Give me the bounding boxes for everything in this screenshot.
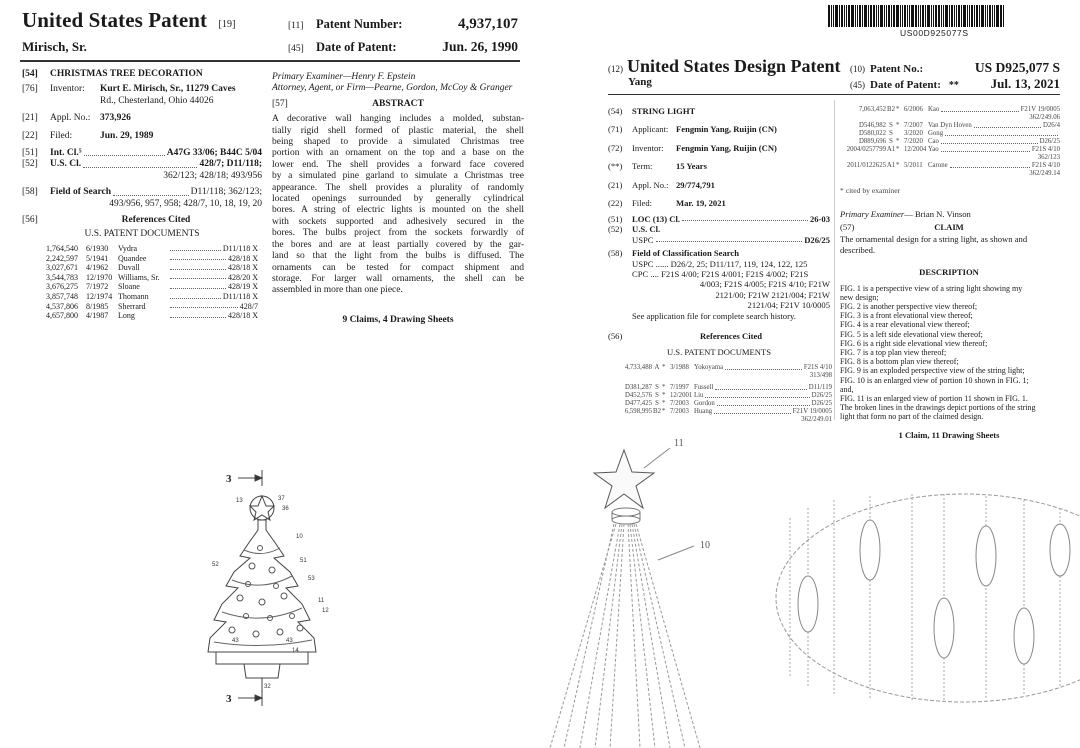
ref-label: 52 bbox=[212, 562, 219, 568]
left-number-code: [11] bbox=[288, 21, 304, 31]
right-reference-cont: 362/249.06 bbox=[1029, 114, 1060, 121]
description-line: new design; bbox=[840, 292, 879, 302]
enlarged-bulbs bbox=[798, 520, 1070, 664]
description-line: FIG. 1 is a perspective view of a string light showing my bbox=[840, 283, 1023, 293]
left-inventor-surname: Mirisch, Sr. bbox=[22, 39, 87, 54]
right-refs-subtitle: U.S. PATENT DOCUMENTS bbox=[666, 347, 772, 358]
abstract-line: tially rigid shell formed of plastic material, the shell bbox=[272, 125, 524, 136]
abstract-line: with sockets supported and adhesively secured in the bbox=[272, 216, 524, 227]
description-line: FIG. 7 is a top plan view thereof; bbox=[840, 348, 947, 358]
abstract-line: bores. The bulbs project from the sockets forwardly of bbox=[272, 228, 524, 239]
left-appl-field: [21] Appl. No.: 373,926 bbox=[22, 113, 131, 124]
right-patent-number-row: (10) Patent No.: US D925,077 S bbox=[850, 60, 1060, 75]
left-number-label: Patent Number: bbox=[316, 17, 403, 31]
left-abstract-heading: [57] ABSTRACT bbox=[272, 98, 424, 109]
left-uscl-field: [52] U.S. Cl. 428/7; D11/118; bbox=[22, 159, 262, 170]
description-line: FIG. 5 is a left side elevational view thereof; bbox=[840, 329, 983, 339]
left-uscl-cont: 362/123; 428/18; 493/956 bbox=[163, 170, 262, 181]
left-christmas-tree-drawing bbox=[0, 420, 535, 748]
ref-label: 37 bbox=[278, 496, 285, 502]
right-reference-row: 7,063,452 B2 * 6/2006 Kao F21V 19/0005 bbox=[858, 106, 1060, 113]
right-string-light-drawing bbox=[540, 428, 1080, 748]
right-reference-row: D546,982 S * 7/2007 Van Dyn Hoven D26/4 bbox=[859, 122, 1060, 129]
right-number-value: US D925,077 S bbox=[974, 60, 1060, 75]
right-field-row: (21) Appl. No.: 29/774,791 bbox=[608, 179, 715, 190]
left-number-value: 4,937,107 bbox=[458, 16, 518, 32]
enlarged-detail-oval bbox=[776, 494, 1080, 702]
light-string-cone bbox=[550, 524, 700, 748]
tree-star-ornament bbox=[250, 496, 274, 520]
right-reference-row: D452,576 S * 12/2001 Liu D26/25 bbox=[625, 392, 832, 399]
left-refs-heading: [56] References Cited bbox=[22, 215, 191, 226]
abstract-line: ornaments can be tested for compact shipment and bbox=[272, 262, 524, 273]
abstract-line: land so that the light from the bulbs is diffused. The bbox=[272, 251, 524, 262]
left-refs-subtitle: U.S. PATENT DOCUMENTS bbox=[84, 229, 200, 240]
left-date-label: Date of Patent: bbox=[316, 40, 397, 54]
right-field-row: (**) Term: 15 Years bbox=[608, 161, 707, 172]
right-date-value: Jul. 13, 2021 bbox=[990, 76, 1060, 91]
section-label-top: 3 bbox=[226, 473, 232, 485]
description-line: FIG. 11 is an enlarged view of portion 11 shown in FIG. 1. bbox=[840, 394, 1028, 404]
right-references-list-b bbox=[840, 106, 1060, 178]
left-reference-row: 3,676,275 7/1972 Sloane 428/19 X bbox=[46, 282, 258, 292]
enlarged-strings bbox=[790, 494, 1080, 702]
left-search-cont: 493/956, 957, 958; 428/7, 10, 18, 19, 20 bbox=[109, 198, 262, 209]
right-patent-page bbox=[540, 0, 1080, 748]
left-header-rule bbox=[20, 60, 520, 62]
left-title-field: [54] CHRISTMAS TREE DECORATION bbox=[22, 69, 203, 79]
description-line: FIG. 2 is another perspective view thereof; bbox=[840, 302, 978, 312]
right-field-row: (71) Applicant: Fengmin Yang, Ruijin (CN) bbox=[608, 124, 777, 135]
description-line: FIG. 9 is an exploded perspective view of the string light; bbox=[840, 366, 1025, 376]
left-abstract-text bbox=[272, 114, 524, 297]
left-patent-number-row bbox=[288, 16, 518, 33]
tree-topper-star bbox=[594, 450, 654, 508]
right-examiner: Primary Examiner— Brian N. Vinson bbox=[840, 209, 971, 219]
description-line: light that form no part of the claimed design. bbox=[840, 412, 984, 422]
ref-label: 43 bbox=[286, 638, 293, 644]
left-intcl-field: [51] Int. Cl.⁵ A47G 33/06; B44C 5/04 bbox=[22, 148, 262, 159]
right-field-row: (72) Inventor: Fengmin Yang, Ruijin (CN) bbox=[608, 142, 777, 153]
right-reference-row: 2011/0122625 A1 * 5/2011 Carone F21S 4/10 bbox=[846, 162, 1060, 169]
right-header-rule bbox=[608, 94, 1060, 95]
left-date-value: Jun. 26, 1990 bbox=[442, 39, 518, 54]
right-loc-field: (51) LOC (13) Cl. 26-03 bbox=[608, 214, 830, 224]
left-search-field: [58] Field of Search D11/118; 362/123; bbox=[22, 187, 262, 198]
right-references-list-a bbox=[618, 364, 832, 424]
right-reference-cont: 362/123 bbox=[1037, 154, 1060, 161]
right-search-field: (58) Field of Classification Search bbox=[608, 248, 740, 259]
barcode-text: US00D925077S bbox=[900, 28, 969, 38]
abstract-line: storage. For larger wall ornaments, the shell can be bbox=[272, 273, 524, 284]
right-reference-row: D381,287 S * 7/1997 Fussell D11/119 bbox=[625, 384, 832, 391]
left-patent-title: United States Patent bbox=[22, 8, 208, 32]
left-patent-title-row bbox=[22, 8, 236, 33]
left-filed-field: [22] Filed: Jun. 29, 1989 bbox=[22, 130, 154, 141]
abstract-line: the bores and are at least partially covered by the gar- bbox=[272, 239, 524, 250]
abstract-line: appearance. The shell provides a plurality of randomly bbox=[272, 182, 524, 193]
abstract-line: being shaped to provide a simulated Christmas tree bbox=[272, 137, 524, 148]
right-patent-title-row bbox=[608, 56, 841, 77]
left-inventor-address: Rd., Chesterland, Ohio 44026 bbox=[100, 95, 214, 106]
right-reference-row: D580,022 S 3/2020 Gong bbox=[840, 130, 1060, 138]
left-reference-row: 3,027,671 4/1962 Duvall 428/18 X bbox=[46, 263, 258, 273]
drawing-label-10: 10 bbox=[700, 540, 710, 551]
ref-label: 14 bbox=[292, 648, 299, 654]
description-line: FIG. 10 is an enlarged view of portion 10 shown in FIG. 1; bbox=[840, 375, 1029, 385]
left-date-code: [45] bbox=[288, 44, 304, 54]
left-claims: 9 Claims, 4 Drawing Sheets bbox=[342, 314, 454, 325]
right-field-row: (22) Filed: Mar. 19, 2021 bbox=[608, 198, 726, 209]
right-reference-row: 4,733,488 A * 3/1988 Yokoyama F21S 4/10 bbox=[624, 364, 832, 371]
right-title-code: (12) bbox=[608, 64, 623, 74]
left-bibliographic-fields bbox=[22, 69, 262, 245]
ref-label: 53 bbox=[308, 576, 315, 582]
right-reference-row: 6,598,995 B2 * 7/2003 Huang F21V 19/0005 bbox=[624, 408, 832, 415]
left-reference-row: 3,857,748 12/1974 Thomann D11/118 X bbox=[46, 291, 258, 301]
right-search-lines: USPC ...... D26/2, 25; D11/117, 119, 124, 122, 125 CPC .... F21S 4/00; F21S 4/001; F21S 4/002; F21S 4/003; F21S 4/005; F21S 4/10; F21W 2121/00; F21W 2121/004; F21W 2121/04; F21V 10/0005 See application file for complete search history. bbox=[632, 258, 830, 321]
description-line: The broken lines in the drawings depict portions of the string bbox=[840, 403, 1036, 413]
left-inventor-field: [76] Inventor: Kurt E. Mirisch, Sr., 11279 Caves bbox=[22, 84, 236, 95]
left-references-list bbox=[46, 244, 258, 321]
ref-label: 10 bbox=[296, 534, 303, 540]
left-reference-row: 3,544,783 12/1970 Williams, Sr. 428/20 X bbox=[46, 272, 258, 282]
ref-label: 12 bbox=[322, 608, 329, 614]
left-reference-row: 1,764,540 6/1930 Vydra D11/118 X bbox=[46, 244, 258, 253]
right-classification bbox=[608, 214, 830, 366]
cited-note: * cited by examiner bbox=[840, 186, 901, 195]
drawing-label-11: 11 bbox=[674, 438, 684, 449]
description-line: FIG. 3 is a front elevational view thereof; bbox=[840, 311, 973, 321]
abstract-line: assembled in more than one piece. bbox=[272, 285, 403, 296]
abstract-line: lower end. The shell provides a forward face covered bbox=[272, 159, 524, 170]
abstract-line: bores. A string of electric lights is mounted on the shell bbox=[272, 205, 524, 216]
right-description-text bbox=[840, 284, 1058, 422]
right-reference-cont: 362/249.01 bbox=[801, 416, 832, 423]
right-claim-heading: (57) CLAIM bbox=[840, 222, 964, 232]
left-reference-row: 2,242,597 5/1941 Quandee 428/18 X bbox=[46, 253, 258, 263]
right-uscl-field: (52) U.S. Cl. bbox=[608, 224, 661, 235]
ref-label: 43 bbox=[232, 638, 239, 644]
right-field-row: (54) STRING LIGHT bbox=[608, 106, 696, 116]
abstract-line: located openings surrounded by generally cylindrical bbox=[272, 194, 524, 205]
right-number-label: Patent No.: bbox=[870, 63, 924, 75]
right-refs-heading: (56) References Cited bbox=[608, 331, 763, 342]
abstract-line: A decorative wall hanging includes a molded, substan- bbox=[272, 114, 524, 125]
abstract-line: by a simulated pine garland to simulate a Christmas tree bbox=[272, 171, 524, 182]
right-claims: 1 Claim, 11 Drawing Sheets bbox=[898, 429, 1000, 440]
ref-label: 13 bbox=[236, 498, 243, 504]
abstract-line: portion with an ornament on the top and a base on the bbox=[272, 148, 524, 159]
left-title-code: [19] bbox=[218, 19, 236, 30]
ref-label: 36 bbox=[282, 506, 289, 512]
right-reference-row: D477,425 S * 7/2003 Gordon D26/25 bbox=[625, 400, 832, 407]
left-reference-row: 4,537,806 8/1985 Sherrard 428/7 bbox=[46, 301, 258, 311]
patent-barcode bbox=[828, 5, 1056, 27]
description-line: FIG. 8 is a bottom plan view thereof; bbox=[840, 357, 959, 367]
description-line: FIG. 4 is a rear elevational view thereof; bbox=[840, 320, 970, 330]
ref-label: 51 bbox=[300, 558, 307, 564]
right-uspc-field: USPC D26/25 bbox=[632, 234, 830, 245]
left-examiner: Primary Examiner—Henry F. Epstein bbox=[272, 72, 416, 82]
left-abstract-column bbox=[272, 72, 524, 326]
right-date-label: Date of Patent: bbox=[870, 79, 941, 91]
ref-label: 11 bbox=[318, 598, 325, 604]
right-reference-cont: 313/498 bbox=[809, 372, 832, 379]
right-reference-row: D889,696 S * 7/2020 Cao D26/25 bbox=[859, 138, 1060, 145]
right-patent-title: United States Design Patent bbox=[627, 56, 841, 76]
left-reference-row: 4,657,800 4/1987 Long 428/18 X bbox=[46, 311, 258, 321]
left-attorney: Attorney, Agent, or Firm—Pearne, Gordon, McCoy & Granger bbox=[272, 83, 513, 94]
left-date-row bbox=[288, 39, 518, 55]
right-claim-block: (57) CLAIM The ornamental design for a string light, as shown and described. DESCRIPTION FIG. 1 is a perspective view of a string light showing my new design; FIG. 2 is another perspective view thereof; FIG. 3 is a front elevational view thereof; FIG. 4 is a rear elevational view thereof; FIG. 5 is a left side elevational view thereof; FIG. 6 is a right side elevational view thereof; FIG. 7 is a top plan view thereof; FIG. 8 is a bottom plan view thereof; FIG. 9 is an exploded perspective view of the string light; FIG. 10 is an enlarged view of portion 10 shown in FIG. 1; and, FIG. 11 is an enlarged view of portion 11 shown in FIG. 1. The broken lines in the drawings depict portions of the string light that form no part of the claimed design. 1 Claim, 11 Drawing Sheets bbox=[840, 222, 1058, 440]
right-bibliographic-fields bbox=[608, 106, 830, 216]
right-date-row: (45) Date of Patent: ** Jul. 13, 2021 bbox=[850, 76, 1060, 91]
right-inventor-surname: Yang bbox=[628, 76, 652, 88]
left-patent-page bbox=[0, 0, 535, 748]
right-reference-row: 2004/0257799 A1 * 12/2004 Yao F21S 4/10 bbox=[846, 146, 1060, 153]
right-column-divider bbox=[834, 100, 835, 420]
section-label-bottom: 3 bbox=[226, 693, 232, 705]
right-reference-cont: 362/249.14 bbox=[1029, 170, 1060, 177]
right-description-heading: DESCRIPTION bbox=[919, 267, 979, 278]
description-line: FIG. 6 is a right side elevational view thereof; bbox=[840, 338, 988, 348]
description-line: and, bbox=[840, 384, 854, 394]
ref-label: 32 bbox=[264, 684, 271, 690]
